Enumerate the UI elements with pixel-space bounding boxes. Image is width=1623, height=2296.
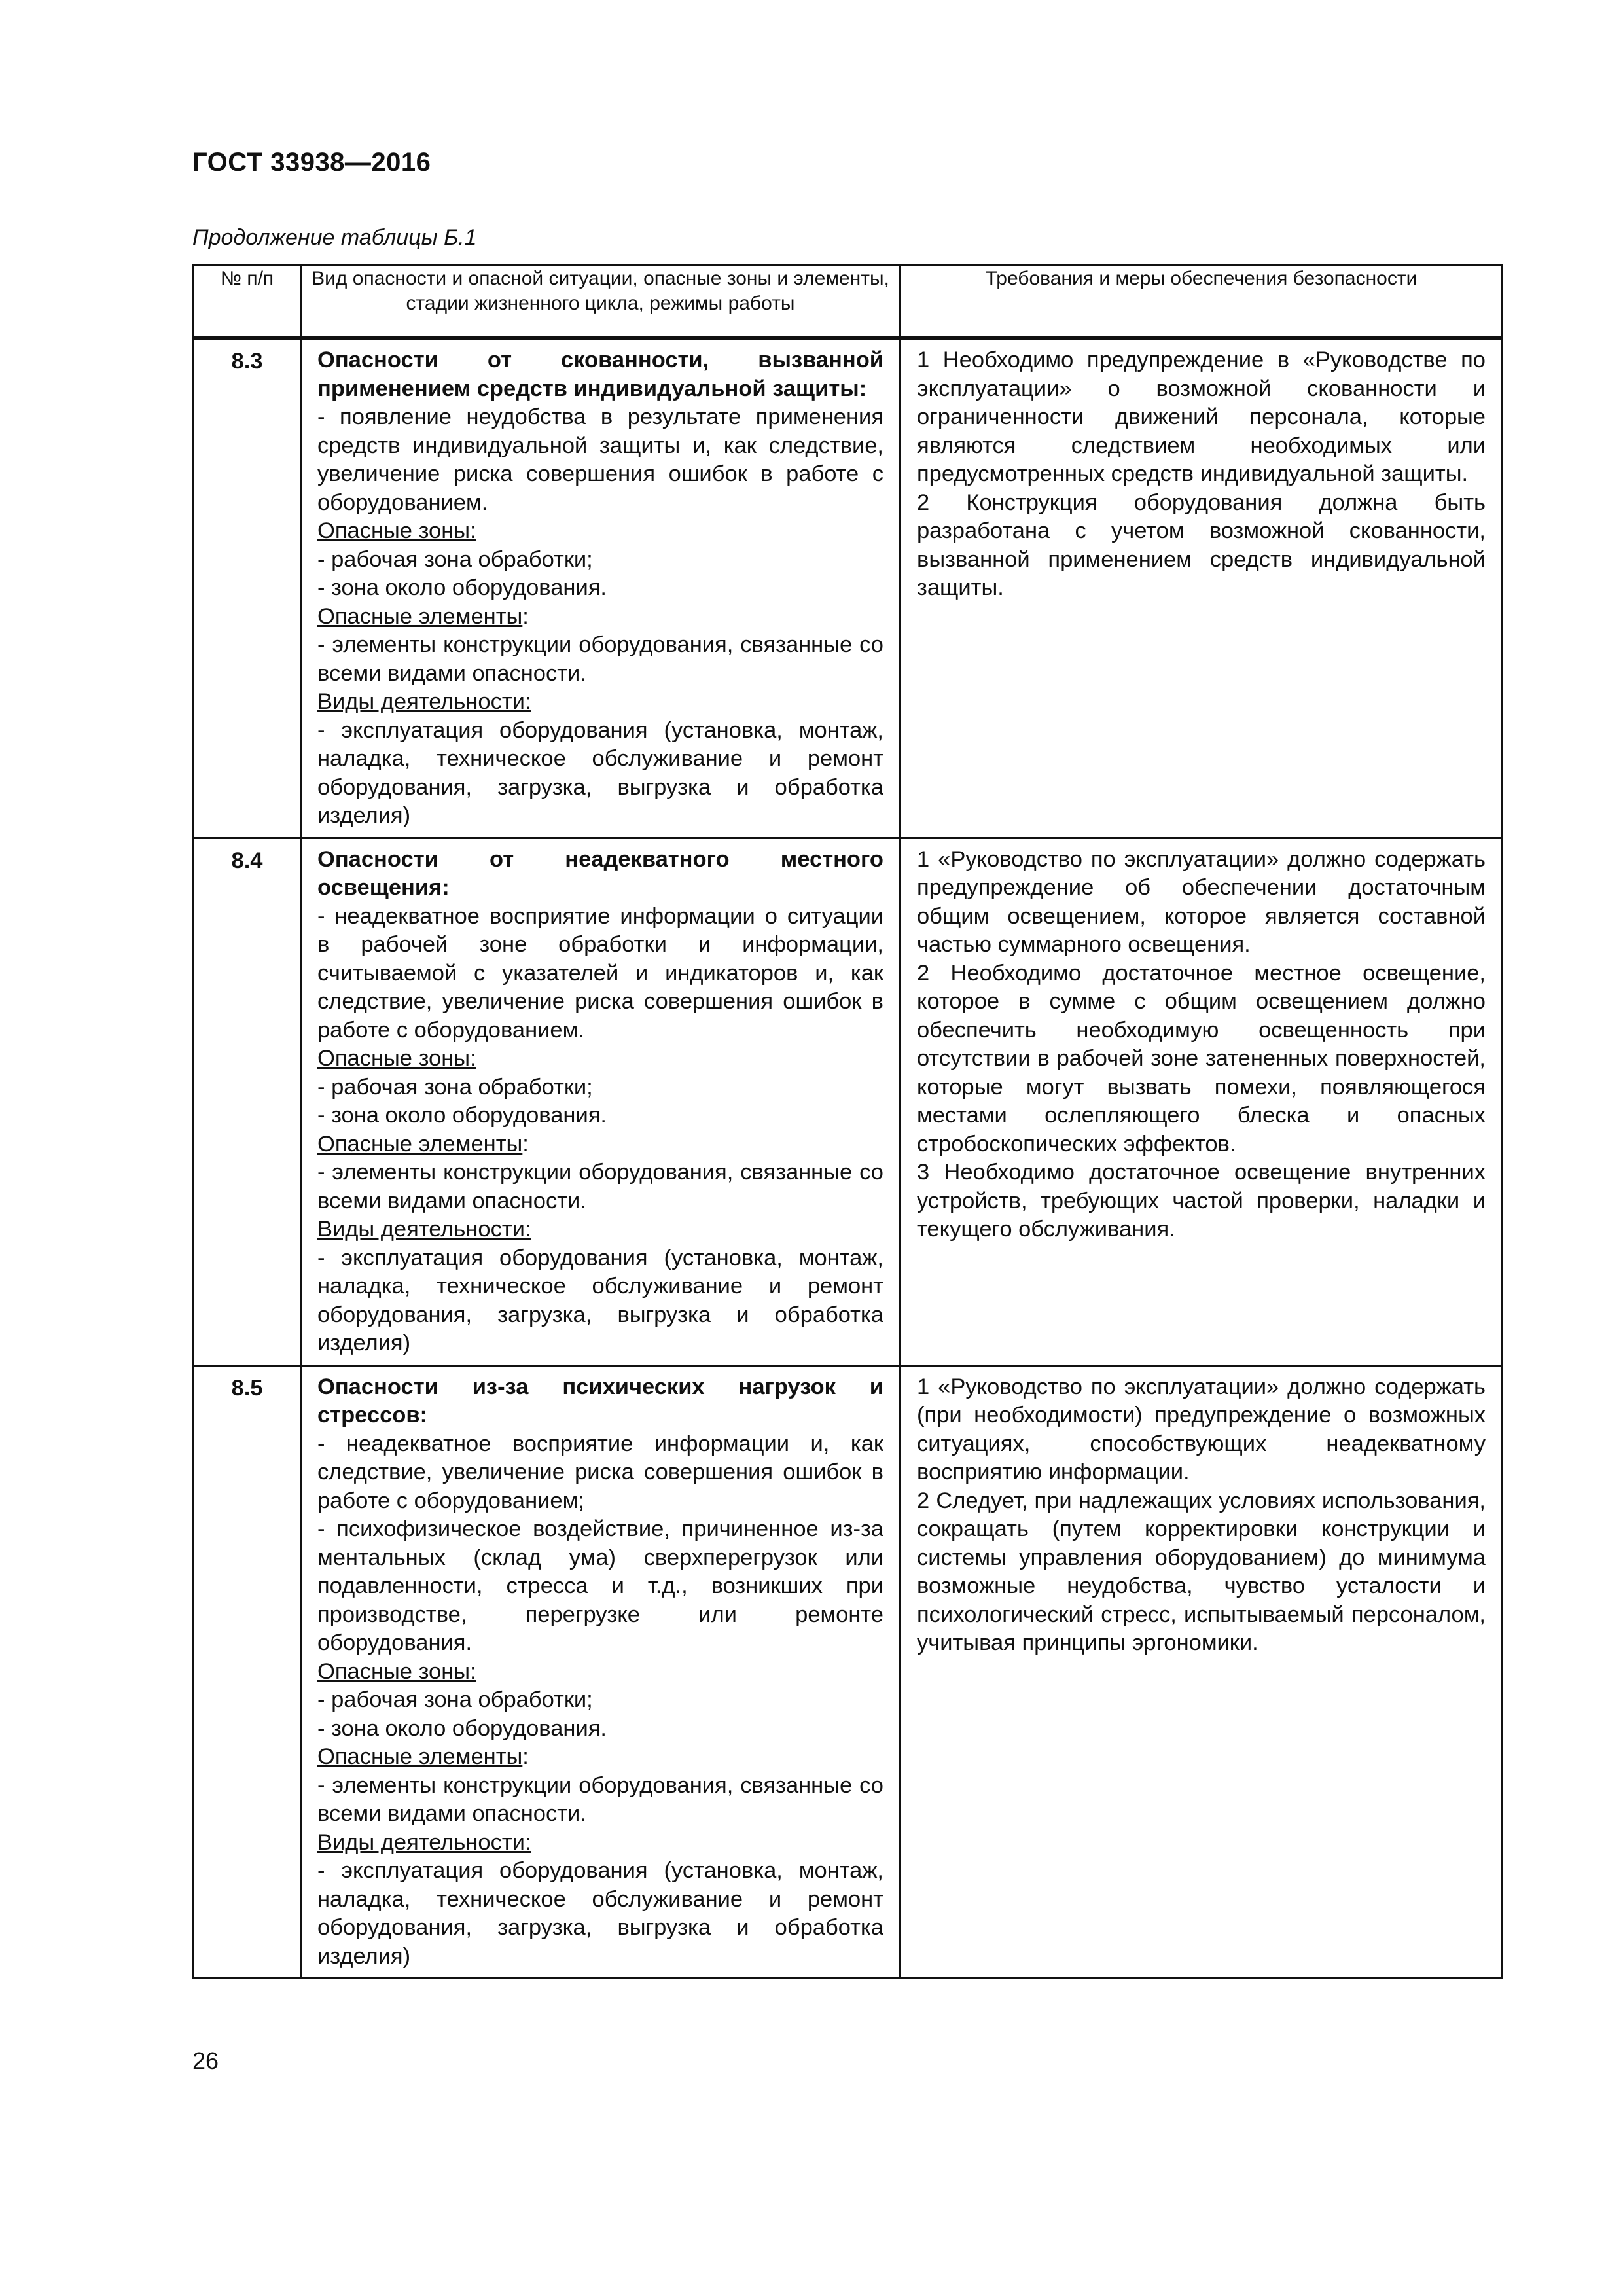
requirements-cell xyxy=(901,838,1503,1365)
zones-label: Опасные зоны: xyxy=(317,518,476,543)
zones-label-line xyxy=(317,1045,883,1073)
zones-label-line xyxy=(317,1658,883,1687)
activities-label-line xyxy=(317,1215,883,1244)
hazard-table xyxy=(192,264,1503,1979)
element-item: - элементы конструкции оборудования, связанные со всеми видами опасности. xyxy=(317,632,883,686)
zones-label: Опасные зоны: xyxy=(317,1046,476,1071)
hazard-title: Опасности от скованности, вызванной применением средств индивидуальной защиты: xyxy=(317,348,883,401)
table-body xyxy=(194,339,1503,1979)
element-item: - элементы конструкции оборудования, связанные со всеми видами опасности. xyxy=(317,1160,883,1213)
column-header-number: № п/п xyxy=(194,266,301,337)
requirement-item: 2 Необходимо достаточное местное освещение, которое в сумме с общим освещением должно обеспечить необходимую освещенность при отсутствии в рабочей зоне затененных поверхностей, которые могут вызвать помехи, появляющегося местами ослепляющего блеска и опасных стробоскопических эффектов. xyxy=(917,960,1486,1157)
hazard-cell xyxy=(301,1365,901,1979)
activity-item: - эксплуатация оборудования (установка, монтаж, наладка, техническое обслуживание и ремонт оборудования, загрузка, выгрузка и обработка изделия) xyxy=(317,717,883,828)
elements-label-line: Опасные элементы: xyxy=(317,1131,529,1157)
zones-label-line xyxy=(317,517,883,546)
requirement-item: 1 Необходимо предупреждение в «Руководстве по эксплуатации» о возможной скованности и ограниченности движений персонала, которые являются следствием необходимых или предусмотренных средств индивидуальной защиты. xyxy=(917,348,1486,486)
table-row xyxy=(194,339,1503,838)
row-number: 8.3 xyxy=(194,339,301,838)
zone-item: - зона около оборудования. xyxy=(317,575,607,600)
requirement-item: 1 «Руководство по эксплуатации» должно содержать (при необходимости) предупреждение о возможных ситуациях, способствующих неадекватному восприятию информации. xyxy=(917,1374,1486,1484)
elements-label: Опасные элементы xyxy=(317,1744,523,1769)
requirements-cell xyxy=(901,339,1503,838)
table-row xyxy=(194,1365,1503,1979)
activities-label-line xyxy=(317,1829,883,1857)
element-item: - элементы конструкции оборудования, связанные со всеми видами опасности. xyxy=(317,1772,883,1826)
table-row xyxy=(194,838,1503,1365)
row-number: 8.4 xyxy=(194,838,301,1365)
activities-label: Виды деятельности: xyxy=(317,689,531,714)
elements-label-line: Опасные элементы: xyxy=(317,1744,529,1769)
table-header-row xyxy=(194,266,1503,337)
activities-label-line xyxy=(317,688,883,717)
zone-item: - зона около оборудования. xyxy=(317,1715,607,1741)
hazard-cell xyxy=(301,838,901,1365)
elements-label: Опасные элементы xyxy=(317,1131,523,1157)
activities-label: Виды деятельности: xyxy=(317,1829,531,1855)
zone-item: - рабочая зона обработки; xyxy=(317,1687,593,1712)
hazard-description: - неадекватное восприятие информации и, как следствие, увеличение риска совершения ошибок в работе с оборудованием; xyxy=(317,1431,883,1513)
zone-item: - рабочая зона обработки; xyxy=(317,1074,593,1100)
activity-item: - эксплуатация оборудования (установка, монтаж, наладка, техническое обслуживание и ремонт оборудования, загрузка, выгрузка и обработка изделия) xyxy=(317,1858,883,1969)
column-header-hazard: Вид опасности и опасной ситуации, опасные зоны и элементы, стадии жизненного цикла, режимы работы xyxy=(301,266,901,337)
hazard-description: - психофизическое воздействие, причиненное из-за ментальных (склад ума) сверхперегрузок или подавленности, стресса и т.д., возникших при производстве, перегрузке или ремонте оборудования. xyxy=(317,1516,883,1655)
zone-item: - зона около оборудования. xyxy=(317,1103,607,1128)
requirements-cell xyxy=(901,1365,1503,1979)
requirement-item: 1 «Руководство по эксплуатации» должно содержать предупреждение об обеспечении достаточным общим освещением, которое является составной частью суммарного освещения. xyxy=(917,846,1486,957)
requirement-item: 3 Необходимо достаточное освещение внутренних устройств, требующих частой проверки, наладки и текущего обслуживания. xyxy=(917,1160,1486,1242)
elements-label: Опасные элементы xyxy=(317,603,523,629)
document-header: ГОСТ 33938—2016 xyxy=(192,148,431,177)
hazard-description: - неадекватное восприятие информации о ситуации в рабочей зоне обработки и информации, считываемой с указателей и индикаторов и, как следствие, увеличение риска совершения ошибок в работе с оборудованием. xyxy=(317,903,883,1043)
hazard-cell xyxy=(301,339,901,838)
zone-item: - рабочая зона обработки; xyxy=(317,547,593,572)
page-number: 26 xyxy=(192,2047,219,2074)
hazard-description: - появление неудобства в результате применения средств индивидуальной защиты и, как следствие, увеличение риска совершения ошибок в работе с оборудованием. xyxy=(317,404,883,515)
row-number: 8.5 xyxy=(194,1365,301,1979)
activities-label: Виды деятельности: xyxy=(317,1217,531,1242)
table-caption: Продолжение таблицы Б.1 xyxy=(192,225,477,250)
elements-label-line: Опасные элементы: xyxy=(317,603,529,629)
requirement-item: 2 Конструкция оборудования должна быть разработана с учетом возможной скованности, вызванной применением средств индивидуальной защиты. xyxy=(917,490,1486,600)
zones-label: Опасные зоны: xyxy=(317,1659,476,1684)
activity-item: - эксплуатация оборудования (установка, монтаж, наладка, техническое обслуживание и ремонт оборудования, загрузка, выгрузка и обработка изделия) xyxy=(317,1245,883,1355)
requirement-item: 2 Следует, при надлежащих условиях использования, сокращать (путем корректировки конструкции и системы управления оборудованием) до минимума возможные неудобства, чувство усталости и психологический стресс, испытываемый персоналом, учитывая принципы эргономики. xyxy=(917,1488,1486,1655)
hazard-title: Опасности из-за психических нагрузок и стрессов: xyxy=(317,1374,883,1427)
hazard-title: Опасности от неадекватного местного освещения: xyxy=(317,846,883,900)
column-header-requirements: Требования и меры обеспечения безопасности xyxy=(901,266,1503,337)
